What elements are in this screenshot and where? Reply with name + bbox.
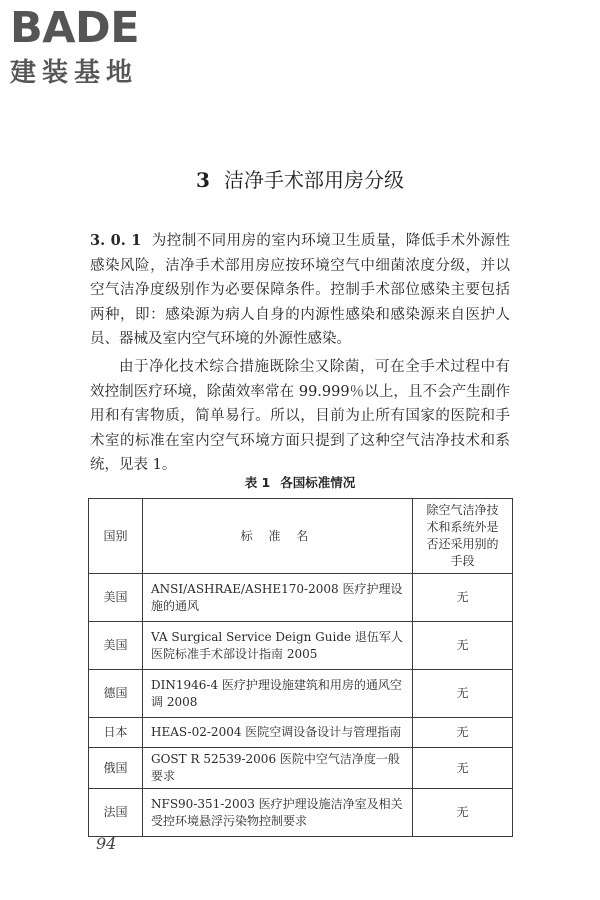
cell-other-means: 无 [413, 789, 513, 837]
chapter-heading [0, 166, 600, 194]
table-caption [0, 474, 600, 492]
cell-standard-name: DIN1946-4 医疗护理设施建筑和用房的通风空调 2008 [143, 670, 413, 718]
header-country: 国别 [89, 499, 143, 574]
cell-country: 俄国 [89, 748, 143, 789]
header-other-means: 除空气洁净技术和系统外是否还采用别的手段 [413, 499, 513, 574]
table-row [89, 748, 513, 789]
table-row [89, 718, 513, 748]
logo-brand-text: BADE [10, 3, 140, 53]
cell-country: 美国 [89, 622, 143, 670]
body-paragraph-text: 由于净化技术综合措施既除尘又除菌，可在全手术过程中有效控制医疗环境，除菌效率常在 99.999％以上，且不会产生副作用和有害物质，简单易行。所以，目前为止所有国家的医院和手术室的标准在室内空气环境方面只提到了这种空气洁净技术和系统，见表 1。 [90, 359, 510, 473]
clause-number: 3. 0. 1 [90, 232, 142, 249]
standards-table [88, 498, 513, 837]
table-caption-number: 表 1 [244, 475, 271, 490]
publisher-logo [6, 4, 174, 96]
page-number: 94 [96, 834, 117, 853]
cell-standard-name: ANSI/ASHRAE/ASHE170-2008 医疗护理设施的通风 [143, 574, 413, 622]
chapter-number: 3 [196, 168, 210, 192]
cell-other-means: 无 [413, 670, 513, 718]
cell-other-means: 无 [413, 718, 513, 748]
header-standard-name: 标 准 名 [143, 499, 413, 574]
table-row [89, 574, 513, 622]
cell-standard-name: HEAS-02-2004 医院空调设备设计与管理指南 [143, 718, 413, 748]
cell-country: 美国 [89, 574, 143, 622]
table-row [89, 622, 513, 670]
table-header-row [89, 499, 513, 574]
cell-country: 德国 [89, 670, 143, 718]
table-row [89, 670, 513, 718]
chapter-title-text: 洁净手术部用房分级 [223, 168, 404, 192]
table-row [89, 789, 513, 837]
cell-country: 日本 [89, 718, 143, 748]
cell-standard-name: NFS90-351-2003 医疗护理设施洁净室及相关受控环境悬浮污染物控制要求 [143, 789, 413, 837]
cell-other-means: 无 [413, 748, 513, 789]
cell-standard-name: GOST R 52539-2006 医院中空气洁净度一般要求 [143, 748, 413, 789]
cell-other-means: 无 [413, 574, 513, 622]
cell-other-means: 无 [413, 622, 513, 670]
table-caption-text: 各国标准情况 [280, 475, 356, 490]
cell-standard-name: VA Surgical Service Deign Guide 退伍军人医院标准手术部设计指南 2005 [143, 622, 413, 670]
logo-subtitle: 建装基地 [10, 58, 139, 88]
clause-text: 为控制不同用房的室内环境卫生质量，降低手术外源性感染风险，洁净手术部用房应按环境空气中细菌浓度分级，并以空气洁净度级别作为必要保障条件。控制手术部位感染主要包括两种，即：感染源为病人自身的内源性感染和感染源来自医护人员、器械及室内空气环境的外源性感染。 [90, 233, 511, 347]
clause-paragraph [90, 229, 510, 352]
body-paragraph [90, 355, 510, 478]
cell-country: 法国 [89, 789, 143, 837]
